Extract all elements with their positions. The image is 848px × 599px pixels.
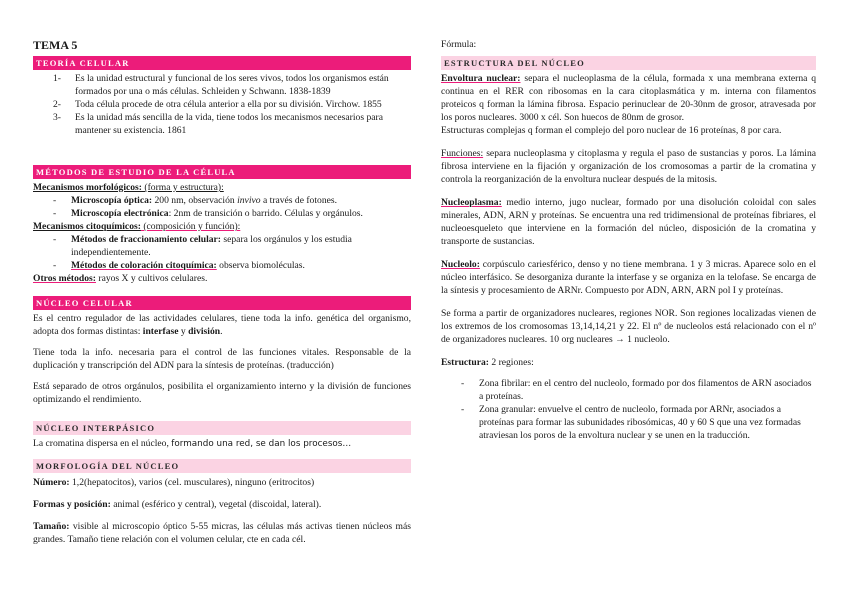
morfologia-block: Número: 1,2(hepatocitos), varios (cel. musculares), ninguno (eritrocitos) Formas y posición: animal (esférico y central), vegetal (discoidal, lateral). Tamaño: visible al microscopio óptico 5-55 micras, las células más activas tienen núcleos más grandes. Tamaño tiene relación con el volumen celular, cte en cada cél.	[33, 477, 411, 545]
nucleo-paragraph: Tiene toda la info. necesaria para el control de las funciones vitales. Responsable de la duplicación y transcripción del ADN para la síntesis de proteínas. (traducción)	[33, 347, 411, 371]
list-item: - Métodos de coloración citoquímica: observa biomoléculas.	[53, 260, 305, 271]
formula-label: Fórmula:	[441, 39, 477, 50]
section-header-nucleo: NÚCLEO CELULAR	[33, 296, 411, 310]
section-header-estructura: ESTRUCTURA DEL NÚCLEO	[441, 56, 816, 70]
otros-line: Otros métodos: rayos X y cultivos celulares.	[33, 273, 208, 284]
list-item: - Zona fibrilar: en el centro del nucleolo, formado por dos filamentos de ARN asociados a proteínas.	[461, 378, 812, 402]
section-header-teoria: TEORÍA CELULAR	[33, 56, 411, 70]
nucleo-paragraph: Es el centro regulador de las actividades celulares, tiene toda la info. genética del organismo, adopta dos formas distintas: interfase y división.	[33, 313, 411, 337]
list-item: 2- Toda célula procede de otra célula anterior a ella por su división. Virchow. 1855	[53, 99, 382, 110]
estructura-block: Envoltura nuclear: separa el nucleoplasma de la célula, formada x una membrana externa q continua en el RER con ribosomas en la cara citoplasmática y m. interna con filamentos proteicos q forman la lámina fibrosa. Espacio perinuclear de 20-30nm de grosor, atravesada por los poros nucleares. 3000 x cél. Son huecos de 80nm de grosor. Estructuras complejas q forman el complejo del poro nuclear de 16 proteínas, 8 por cara. Funciones: separa nucleoplasma y citoplasma y regula el paso de sustancias y poros. La lámina fibrosa interviene en la fijación y organización de los cromosomas a partir de la cromatina y controla la reorganización de la envoltura nuclear después de la mitosis. Nucleoplasma: medio interno, jugo nuclear, formado por una disolución coloidal con sales minerales, ADN, ARN y proteínas. Se encuentra una red tridimensional de proteínas fibriares, el nucleoesqueleto que interviene en la formación del núcleo, disposición de la cromatina y transporte de sustancias. Nucleolo: corpúsculo cariesférico, denso y no tiene membrana. 1 y 3 micras. Aparece solo en el núcleo interfásico. Se desorganiza durante la interfase y se organiza en la telofase. Se encarga de la síntesis y procesamiento de ARNr. Compuesto por ADN, ARN, ARN pol I y proteínas. Se forma a partir de organizadores nucleares, regiones NOR. Son regiones localizadas vienen de los extremos de los cromosomas 13,14,14,21 y 22. El nº de nucleolos está relacionado con el nº de organizadores nucleares. 10 org nucleares → 1 nucleolo. Estructura: 2 regiones: - Zona fibrilar: en el centro del nucleolo, formado por dos filamentos de ARN asociados a proteínas. - Zona granular: envuelve el centro de nucleolo, formada por ARNr, asociados a proteínas para formar las subunidades ribosómicas, 40 y 60 S que una vez formadas atraviesan los poros de la envoltura nuclear y se unen en la traducción.	[441, 73, 816, 441]
list-item: 3- Es la unidad más sencilla de la vida, tiene todos los mecanismos necesarios para mantener su existencia. 1861	[53, 112, 383, 136]
teoria-list	[33, 72, 411, 137]
nucleo-paragraph: Está separado de otros orgánulos, posibilita el organizamiento interno y la división de funciones optimizando el rendimiento.	[33, 381, 411, 405]
list-item: - Zona granular: envuelve el centro de nucleolo, formada por ARNr, asociados a proteínas para formar las subunidades ribosómicas, 40 y 60 S que una vez formadas atraviesan los poros de la envoltura nuclear y se unen en la traducción.	[461, 404, 801, 441]
metodos-block	[33, 181, 411, 285]
section-header-interfasico: NÚCLEO INTERPÁSICO	[33, 421, 411, 435]
section-header-morfologia: MORFOLOGÍA DEL NÚCLEO	[33, 459, 411, 473]
citoquimicos-line: Mecanismos citoquímicos: (composición y función):	[33, 221, 241, 232]
interfasico-block: La cromatina dispersa en el núcleo, formando una red, se dan los procesos…	[33, 438, 352, 449]
list-item: - Microscopía óptica: 200 nm, observación invivo a través de fotones.	[53, 195, 338, 206]
list-item: - Microscopía electrónica: 2nm de transición o barrido. Células y orgánulos.	[53, 208, 363, 219]
section-header-metodos: MÉTODOS DE ESTUDIO DE LA CÉLULA	[33, 165, 411, 179]
list-item: 1- Es la unidad estructural y funcional de los seres vivos, todos los organismos están formados por una o más células. Schleiden y Schwann. 1838-1839	[53, 73, 389, 97]
page-title: TEMA 5	[33, 38, 78, 52]
list-item: - Métodos de fraccionamiento celular: separa los orgánulos y los estudia independientemente.	[53, 234, 352, 258]
morfologicos-line: Mecanismos morfológicos: (forma y estructura):	[33, 182, 224, 193]
nucleo-block	[33, 312, 411, 406]
